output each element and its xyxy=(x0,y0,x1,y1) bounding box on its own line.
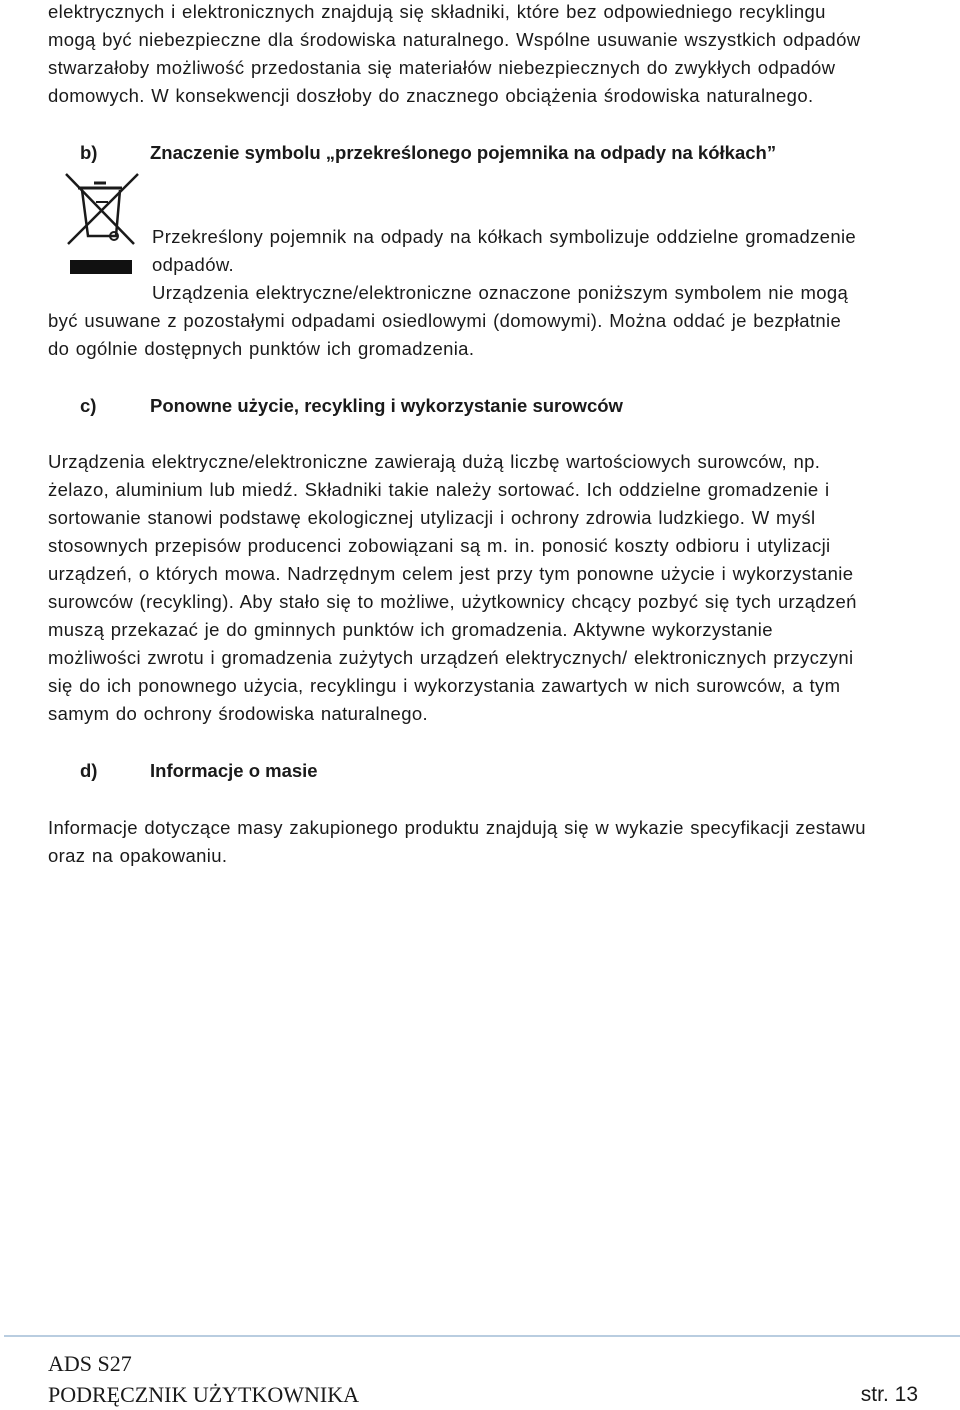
intro-line: mogą być niebezpieczne dla środowiska naturalnego. Wspólne usuwanie wszystkich odpadów xyxy=(48,29,861,50)
footer-divider xyxy=(4,1335,960,1337)
section-c-title: Ponowne użycie, recykling i wykorzystanie surowców xyxy=(150,395,623,416)
section-b-line: do ogólnie dostępnych punktów ich gromadzenia. xyxy=(48,338,475,359)
section-d-line: oraz na opakowaniu. xyxy=(48,845,228,866)
section-b-line: Przekreślony pojemnik na odpady na kółkach symbolizuje oddzielne gromadzenie xyxy=(152,226,857,247)
section-c-line: stosownych przepisów producenci zobowiązani są m. in. ponosić koszty odbioru i utylizacji xyxy=(48,535,831,556)
section-d-label: d) xyxy=(80,760,98,781)
section-c-line: muszą przekazać je do gminnych punktów ich gromadzenia. Aktywne wykorzystanie xyxy=(48,619,773,640)
section-b-title: Znaczenie symbolu „przekreślonego pojemnika na odpady na kółkach” xyxy=(150,142,777,163)
footer-page-number: str. 13 xyxy=(860,1383,918,1406)
section-b-line: odpadów. xyxy=(152,254,235,275)
section-c-label: c) xyxy=(80,395,97,416)
section-c-line: samym do ochrony środowiska naturalnego. xyxy=(48,703,428,724)
section-c-line: urządzeń, o których mowa. Nadrzędnym celem jest przy tym ponowne użycie i wykorzystanie xyxy=(48,563,854,584)
section-b-label: b) xyxy=(80,142,98,163)
section-b-line: być usuwane z pozostałymi odpadami osiedlowymi (domowymi). Można oddać je bezpłatnie xyxy=(48,310,842,331)
section-c-line: żelazo, aluminium lub miedź. Składniki takie należy sortować. Ich oddzielne gromadzenie i xyxy=(48,479,830,500)
section-c-line: Urządzenia elektryczne/elektroniczne zawierają dużą liczbę wartościowych surowców, np. xyxy=(48,451,821,472)
intro-line: elektrycznych i elektronicznych znajdują się składniki, które bez odpowiedniego recyklingu xyxy=(48,1,826,22)
intro-line: domowych. W konsekwencji doszłoby do znacznego obciążenia środowiska naturalnego. xyxy=(48,85,814,106)
section-d-line: Informacje dotyczące masy zakupionego produktu znajdują się w wykazie specyfikacji zestawu xyxy=(48,817,866,838)
section-c-line: sortowanie stanowi podstawę ekologicznej utylizacji i ochrony zdrowia ludzkiego. W myśl xyxy=(48,507,816,528)
intro-line: stwarzałoby możliwość przedostania się materiałów niebezpiecznych do zwykłych odpadów xyxy=(48,57,836,78)
section-c-line: się do ich ponownego użycia, recyklingu i wykorzystania zawartych w nich surowców, a tym xyxy=(48,675,841,696)
footer-manual-title: PODRĘCZNIK UŻYTKOWNIKA xyxy=(48,1382,360,1407)
crossed-out-wheelie-bin-icon xyxy=(60,168,144,280)
section-c-line: możliwości zwrotu i gromadzenia zużytych urządzeń elektrycznych/ elektronicznych przyczyni xyxy=(48,647,854,668)
footer-model: ADS S27 xyxy=(48,1351,132,1376)
section-c-line: surowców (recykling). Aby stało się to możliwe, użytkownicy chcący pozbyć się tych urządzeń xyxy=(48,591,857,612)
section-b-line: Urządzenia elektryczne/elektroniczne oznaczone poniższym symbolem nie mogą xyxy=(152,282,849,303)
section-d-title: Informacje o masie xyxy=(150,760,318,781)
